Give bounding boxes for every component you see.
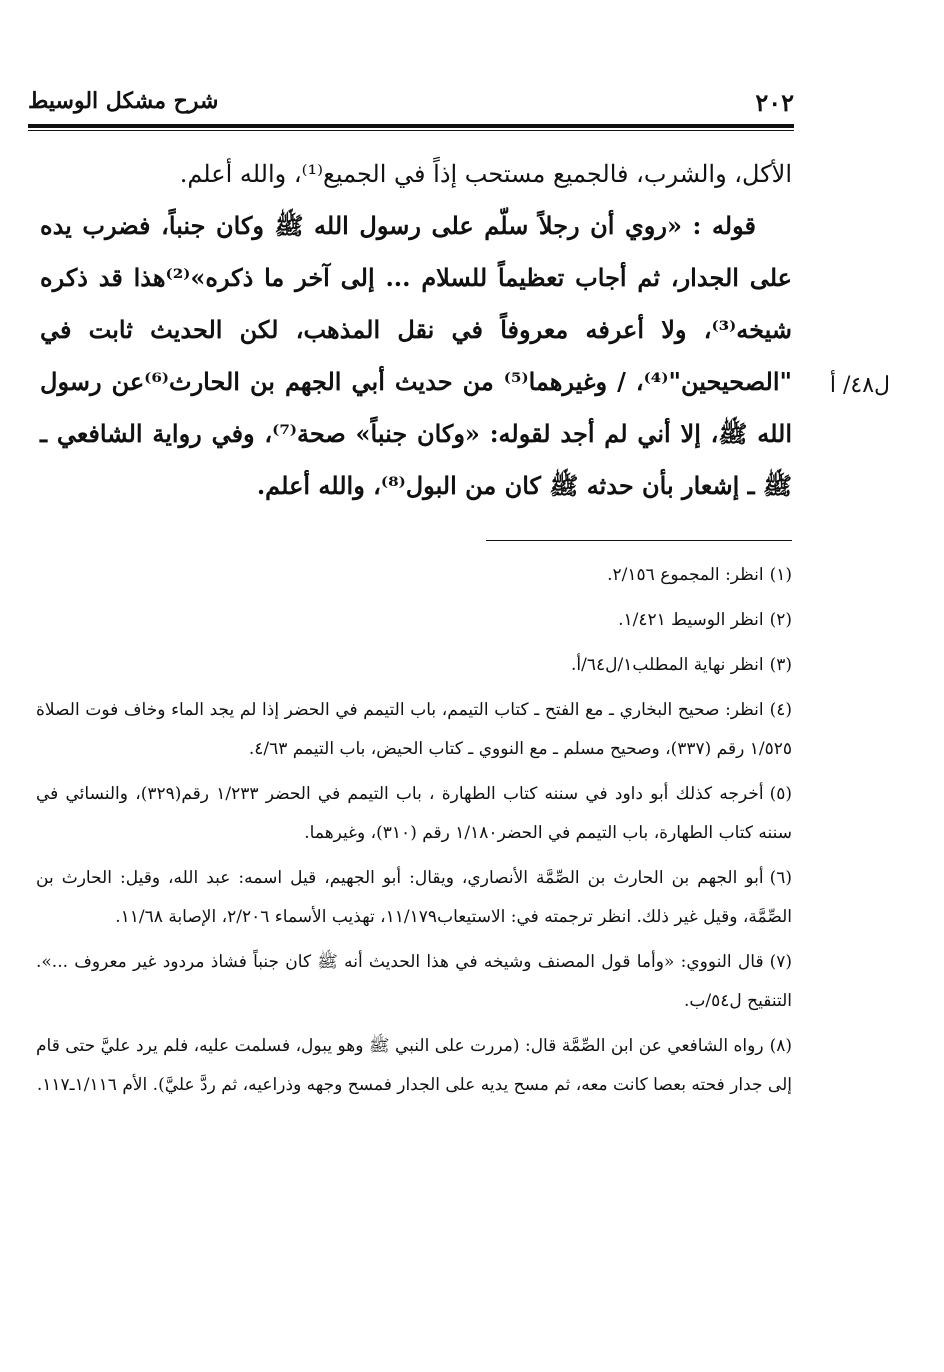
footnote — [36, 646, 792, 685]
footnote-text: أبو الجهم بن الحارث بن الصِّمَّة الأنصاري، ويقال: أبو الجهيم، قيل اسمه: عبد الله، وقيل: الحارث بن الصِّمَّة، وقيل غير ذلك. انظر ترجمته في: الاستيعاب١١/١٧٩، تهذيب الأسماء ٢/٢٠٦، الإصابة ١١/٦٨. — [36, 868, 792, 927]
manuscript-folio-note: ل٤٨/ أ — [829, 373, 890, 398]
footnote — [36, 556, 792, 595]
footnote-text: رواه الشافعي عن ابن الصِّمَّة قال: (مررت على النبي ﷺ وهو يبول، فسلمت عليه، فلم يرد عليَّ حتى قام إلى جدار فحته بعصا كانت معه، ثم مسح يديه على الجدار فمسح وجهه وذراعيه، ثم ردَّ عليَّ). الأم ١/١١٦ـ١١٧. — [36, 1036, 792, 1095]
footnote-number: (٨) — [769, 1036, 792, 1056]
page-header — [28, 88, 794, 128]
footnotes — [36, 556, 792, 1111]
footnote-text: انظر: صحيح البخاري ـ مع الفتح ـ كتاب التيمم، باب التيمم في الحضر إذا لم يجد الماء وخاف فوت الصلاة ١/٥٢٥ رقم (٣٣٧)، وصحيح مسلم ـ مع النووي ـ كتاب الحيض، باب التيمم ٤/٦٣. — [36, 700, 792, 759]
footnote-text: قال النووي: «وأما قول المصنف وشيخه في هذا الحديث أنه ﷺ كان جنباً فشاذ مردود غير معروف ...». التنقيح ل٥٤/ب. — [36, 952, 792, 1011]
footnote-number: (٤) — [769, 700, 792, 720]
footnote — [36, 943, 792, 1021]
footnote — [36, 691, 792, 769]
footnote-number: (٢) — [769, 610, 792, 630]
footnote-separator — [486, 540, 792, 541]
footnote-text: انظر: المجموع ٢/١٥٦. — [607, 565, 764, 585]
footnote-number: (١) — [769, 565, 792, 585]
footnote-number: (٧) — [769, 952, 792, 972]
footnote-text: أخرجه كذلك أبو داود في سننه كتاب الطهارة ، باب التيمم في الحضر ١/٢٣٣ رقم(٣٢٩)، والنسائي في سننه كتاب الطهارة، باب التيمم في الحضر١/١٨٠ رقم (٣١٠)، وغيرهما. — [36, 784, 792, 843]
footnote-number: (٥) — [769, 784, 793, 804]
main-text — [40, 148, 792, 512]
footnote — [36, 1027, 792, 1105]
book-title: شرح مشكل الوسيط — [28, 88, 219, 114]
footnote-text: انظر نهاية المطلب١/ل٦٤/أ. — [571, 655, 764, 675]
main-paragraph-1: الأكل، والشرب، فالجميع مستحب إذاً في الجميع⁽¹⁾، والله أعلم. — [179, 160, 792, 188]
header-rule-thin — [28, 130, 794, 131]
page-number: ٢٠٢ — [755, 88, 794, 117]
footnote — [36, 601, 792, 640]
footnote — [36, 775, 792, 853]
footnote — [36, 859, 792, 937]
footnote-number: (٣) — [769, 655, 792, 675]
footnote-text: انظر الوسيط ١/٤٢١. — [618, 610, 764, 630]
header-rule-thick — [28, 124, 794, 128]
main-paragraph-2: قوله : «روي أن رجلاً سلّم على رسول الله ﷺ وكان جنباً، فضرب يده على الجدار، ثم أجاب تعظيماً للسلام ... إلى آخر ما ذكره»⁽²⁾هذا قد ذكره شيخه⁽³⁾، ولا أعرفه معروفاً في نقل المذهب، لكن الحديث ثابت في "الصحيحين"⁽⁴⁾، / وغيرهما⁽⁵⁾ من حديث أبي الجهم بن الحارث⁽⁶⁾عن رسول الله ﷺ، إلا أني لم أجد لقوله: «وكان جنباً» صحة⁽⁷⁾، وفي رواية الشافعي ـ ﷺ ـ إشعار بأن حدثه ﷺ كان من البول⁽⁸⁾، والله أعلم. — [40, 211, 793, 500]
footnote-number: (٦) — [769, 868, 792, 888]
